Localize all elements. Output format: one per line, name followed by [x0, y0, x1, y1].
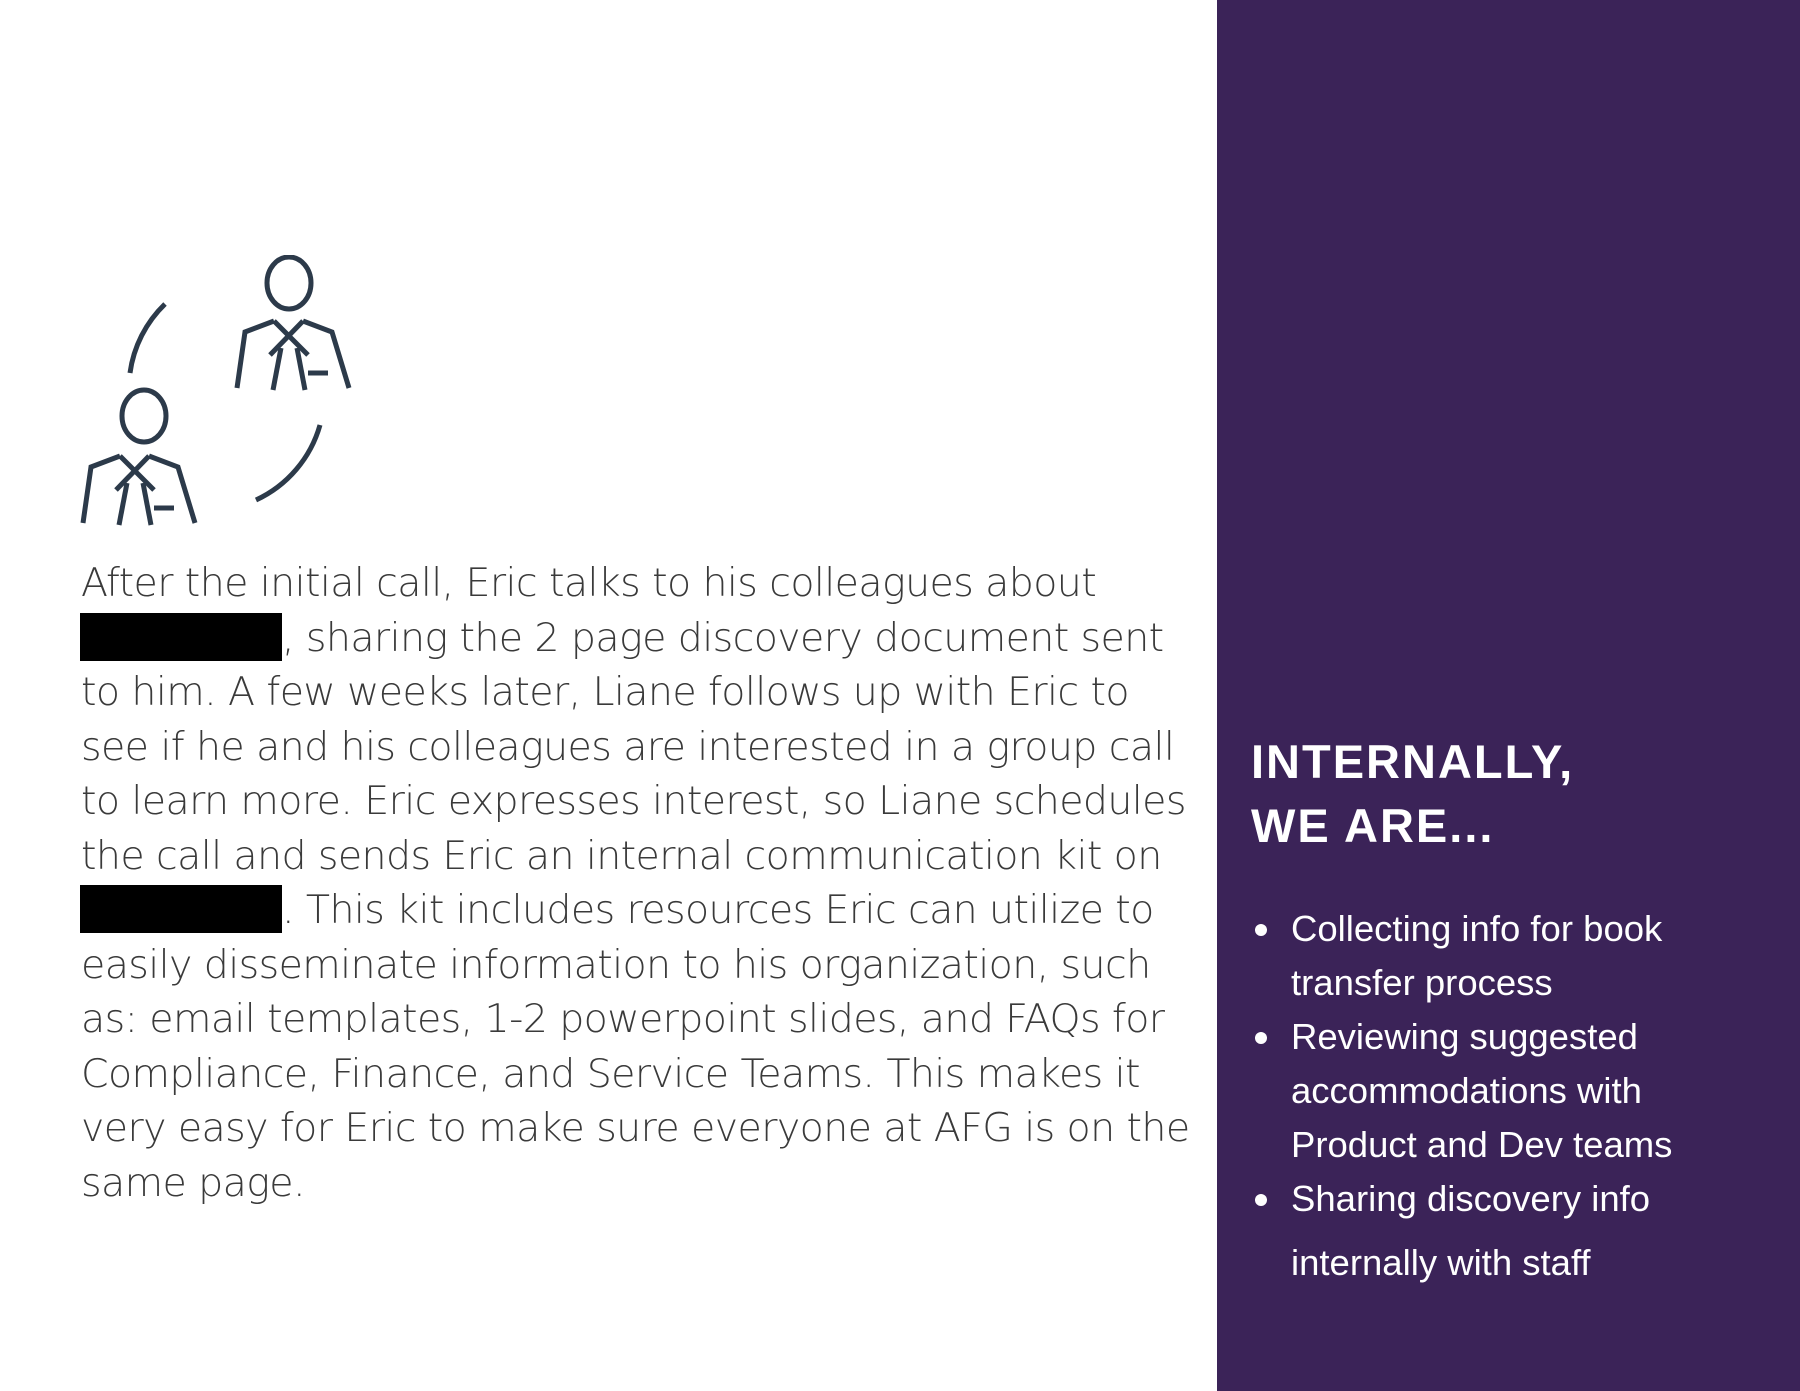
panel-heading	[1251, 730, 1574, 858]
paragraph-line: very easy for Eric to make sure everyone at AFG is on the	[81, 1105, 1190, 1151]
list-item-text: internally with staff	[1291, 1242, 1591, 1283]
list-item	[1251, 1172, 1791, 1290]
bullet-dot-icon	[1255, 1194, 1267, 1206]
bullet-list	[1251, 902, 1791, 1290]
list-item-text: accommodations with	[1291, 1070, 1642, 1111]
list-item-text: Sharing discovery info	[1291, 1178, 1651, 1219]
redaction-block	[80, 613, 282, 661]
paragraph-line: same page.	[81, 1159, 305, 1206]
paragraph-line: see if he and his colleagues are interested in a group call	[81, 723, 1175, 770]
two-people-exchange-icon	[78, 255, 358, 530]
story-paragraph	[81, 556, 1201, 1210]
paragraph-line: Compliance, Finance, and Service Teams. This makes it	[81, 1050, 1140, 1097]
panel-heading-line: INTERNALLY,	[1251, 735, 1575, 788]
bullet-dot-icon	[1255, 924, 1267, 936]
paragraph-line: as: email templates, 1-2 powerpoint slides, and FAQs for	[81, 996, 1165, 1042]
list-item-text: Product and Dev teams	[1291, 1124, 1673, 1165]
list-item	[1251, 1010, 1791, 1172]
paragraph-line	[81, 611, 1201, 666]
list-item-text: Reviewing suggested	[1291, 1016, 1638, 1057]
paragraph-line: easily disseminate information to his organization, such	[81, 941, 1151, 988]
paragraph-line: the call and sends Eric an internal communication kit on	[81, 832, 1162, 879]
bullet-dot-icon	[1255, 1032, 1267, 1044]
sidebar-panel	[1217, 0, 1800, 1391]
paragraph-line: to learn more. Eric expresses interest, so Liane schedules	[81, 778, 1186, 824]
redaction-block	[80, 885, 282, 933]
paragraph-line: to him. A few weeks later, Liane follows up with Eric to	[81, 669, 1129, 715]
paragraph-line: After the initial call, Eric talks to his colleagues about	[81, 560, 1097, 606]
list-item-text: transfer process	[1291, 962, 1553, 1003]
panel-heading-line: WE ARE...	[1251, 799, 1495, 852]
paragraph-line-text: . This kit includes resources Eric can utilize to	[282, 887, 1154, 933]
paragraph-line-text: , sharing the 2 page discovery document sent	[282, 614, 1164, 661]
list-item	[1251, 902, 1791, 1010]
paragraph-line	[81, 883, 1201, 938]
list-item-text: Collecting info for book	[1291, 908, 1663, 949]
